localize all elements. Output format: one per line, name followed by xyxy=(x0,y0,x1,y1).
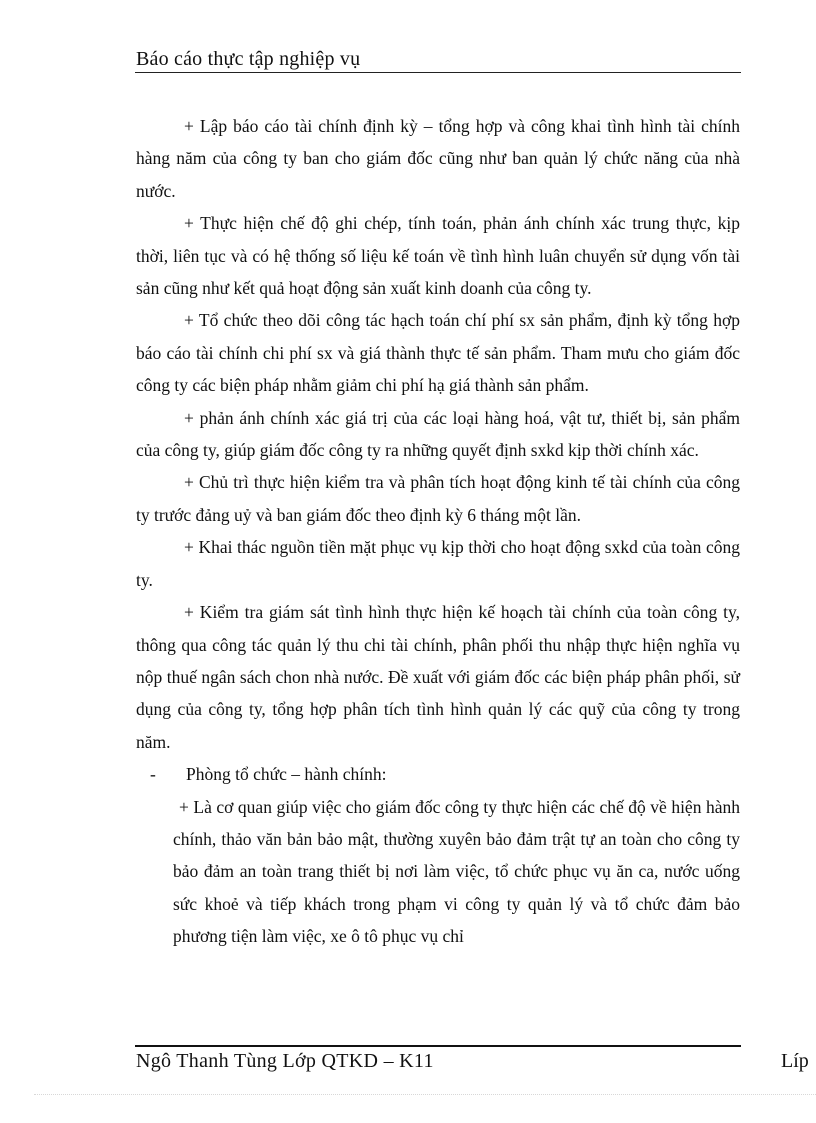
page-header-title: Báo cáo thực tập nghiệp vụ xyxy=(136,48,361,70)
section-heading-row xyxy=(136,758,740,790)
header-divider xyxy=(135,72,741,73)
body-paragraph: + Kiểm tra giám sát tình hình thực hiện kế hoạch tài chính của toàn công ty, thông qua công tác quản lý thu chi tài chính, phân phối thu nhập thực hiện nghĩa vụ nộp thuế ngân sách chon nhà nước. Đề xuất với giám đốc các biện pháp phân phối, sử dụng của công ty, tổng hợp phân tích tình hình quản lý các quỹ của công ty trong năm. xyxy=(136,602,740,752)
footer-author: Ngô Thanh Tùng Lớp QTKD – K11 xyxy=(136,1050,434,1072)
footer-divider xyxy=(135,1045,741,1047)
body-paragraph: + Thực hiện chế độ ghi chép, tính toán, phản ánh chính xác trung thực, kịp thời, liên tục và có hệ thống số liệu kế toán về tình hình luân chuyển sử dụng vốn tài sản cũng như kết quả hoạt động sản xuất kinh doanh của công ty. xyxy=(136,213,740,299)
section-paragraph: + Là cơ quan giúp việc cho giám đốc công ty thực hiện các chế độ về hiện hành chính, thảo văn bản bảo mật, thường xuyên bảo đảm trật tự an toàn cho công ty bảo đảm an toàn trang thiết bị nơi làm việc, tổ chức phục vụ ăn ca, nước uống sức khoẻ và tiếp khách trong phạm vi công ty quản lý và tổ chức đảm bảo phương tiện làm việc, xe ô tô phục vụ chỉ xyxy=(173,796,740,947)
body-paragraph: + phản ánh chính xác giá trị của các loại hàng hoá, vật tư, thiết bị, sản phẩm của công ty, giúp giám đốc công ty ra những quyết định sxkd kịp thời chính xác. xyxy=(136,407,740,461)
bullet-dash: - xyxy=(150,764,156,785)
body-paragraph: + Lập báo cáo tài chính định kỳ – tổng hợp và công khai tình hình tài chính hàng năm của công ty ban cho giám đốc cũng như ban quản lý chức năng của nhà nước. xyxy=(136,116,740,201)
body-paragraph: + Chủ trì thực hiện kiểm tra và phân tích hoạt động kinh tế tài chính của công ty trước đảng uỷ và ban giám đốc theo định kỳ 6 tháng một lần. xyxy=(136,472,740,525)
section-heading: Phòng tổ chức – hành chính: xyxy=(186,764,387,785)
body-paragraph: + Tổ chức theo dõi công tác hạch toán chí phí sx sản phẩm, định kỳ tổng hợp báo cáo tài chính chi phí sx và giá thành thực tế sản phẩm. Tham mưu cho giám đốc công ty các biện pháp nhằm giảm chi phí hạ giá thành sản phẩm. xyxy=(136,310,740,396)
bottom-dotted-line xyxy=(34,1094,816,1095)
footer-right-text: Líp xyxy=(781,1050,809,1072)
document-body xyxy=(136,110,740,953)
body-paragraph: + Khai thác nguồn tiền mặt phục vụ kịp thời cho hoạt động sxkd của toàn công ty. xyxy=(136,537,740,590)
